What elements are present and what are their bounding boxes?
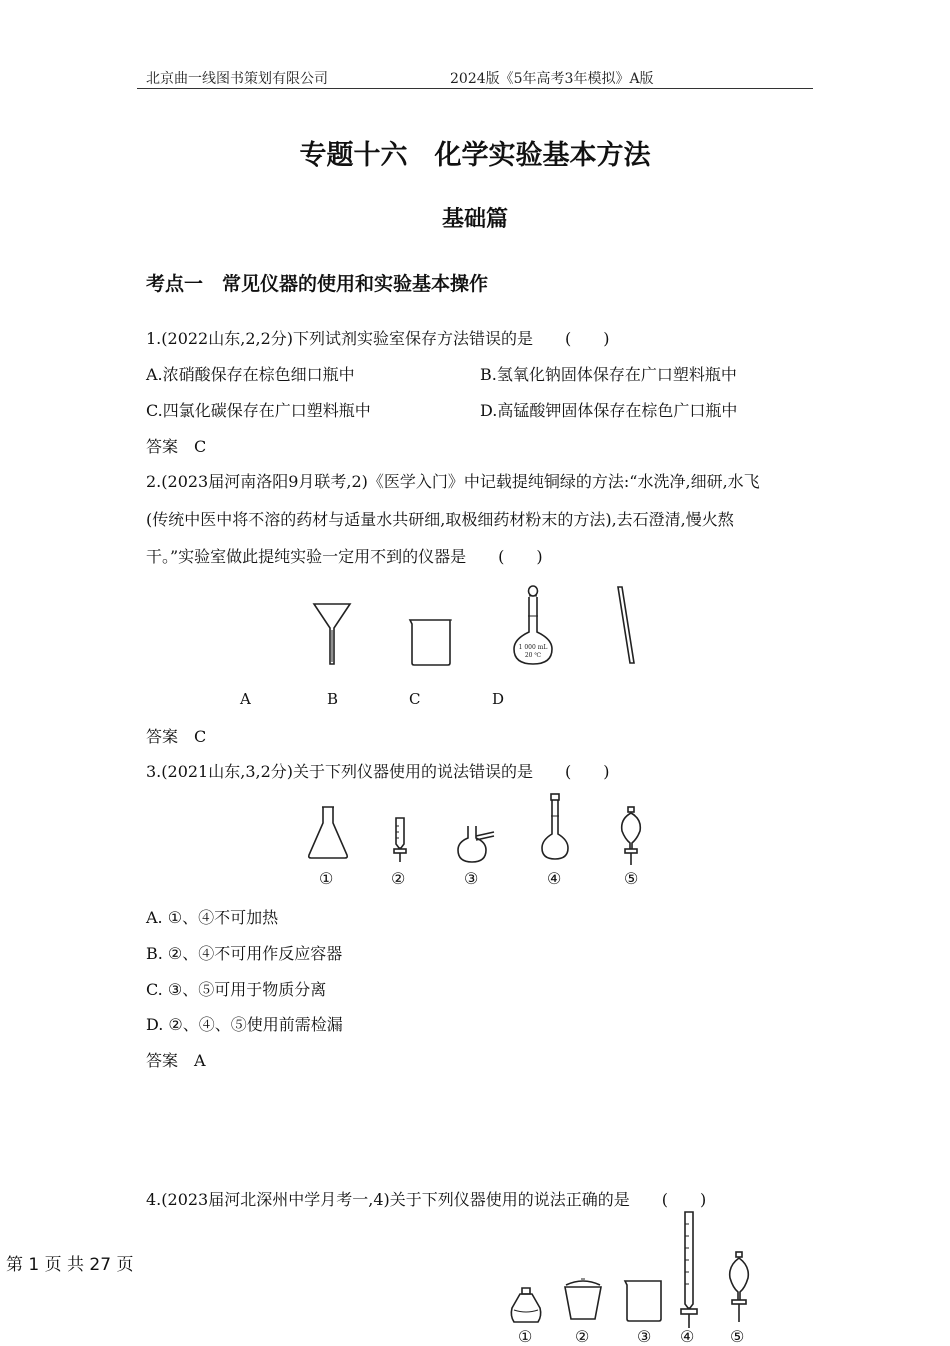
q4-label-5: ⑤: [730, 1327, 745, 1346]
q3-label-1: ①: [319, 869, 334, 888]
q2-label-d: D: [492, 690, 505, 708]
q1-option-c: C.四氯化碳保存在广口塑料瓶中: [146, 401, 371, 420]
header-publisher: 北京曲一线图书策划有限公司: [146, 71, 328, 87]
q4-label-4: ④: [680, 1327, 695, 1346]
q3-answer: 答案 A: [146, 1051, 206, 1070]
q1-answer: 答案 C: [146, 437, 207, 456]
page-title: 专题十六 化学实验基本方法: [299, 140, 651, 171]
q3-option-b: B. ②、④不可用作反应容器: [146, 944, 343, 963]
beaker-icon: [406, 616, 456, 668]
q3-label-4: ④: [547, 869, 562, 888]
q1-stem: 1.(2022山东,2,2分)下列试剂实验室保存方法错误的是 ( ): [146, 329, 610, 348]
q3-option-a: A. ①、④不可加热: [146, 908, 279, 927]
q1-option-d: D.高锰酸钾固体保存在棕色广口瓶中: [480, 401, 738, 420]
alcohol-lamp-icon: [508, 1286, 544, 1326]
volumetric-flask-small-icon: [538, 792, 572, 862]
header-book-title: 2024版《5年高考3年模拟》A版: [450, 71, 654, 87]
burette-icon: [390, 816, 410, 864]
q1-option-a: A.浓硝酸保存在棕色细口瓶中: [146, 365, 355, 384]
volumetric-flask-icon: [510, 585, 556, 667]
q3-label-5: ⑤: [624, 869, 639, 888]
header-rule: [137, 88, 813, 89]
funnel-icon: [312, 602, 352, 668]
separatory-funnel-small-icon: [726, 1250, 752, 1326]
q1-option-b: B.氢氧化钠固体保存在广口塑料瓶中: [480, 365, 737, 384]
q4-label-1: ①: [518, 1327, 533, 1346]
q2-answer: 答案 C: [146, 727, 207, 746]
q3-option-d: D. ②、④、⑤使用前需检漏: [146, 1015, 343, 1034]
q4-label-3: ③: [637, 1327, 652, 1346]
q2-label-a: A: [240, 690, 251, 708]
q2-label-c: C: [409, 690, 421, 708]
q3-label-2: ②: [391, 869, 406, 888]
q3-label-3: ③: [464, 869, 479, 888]
q2-line-2: (传统中医中将不溶的药材与适量水共研细,取极细药材粉末的方法),去石澄清,慢火熬: [146, 510, 734, 529]
distilling-flask-icon: [454, 824, 500, 864]
q4-stem: 4.(2023届河北深州中学月考一,4)关于下列仪器使用的说法正确的是 ( ): [146, 1190, 707, 1209]
separatory-funnel-icon: [618, 805, 644, 869]
q4-label-2: ②: [575, 1327, 590, 1346]
q2-line-1: 2.(2023届河南洛阳9月联考,2)《医学入门》中记载提纯铜绿的方法:“水洗净,细研,水飞: [146, 472, 760, 491]
q3-option-c: C. ③、⑤可用于物质分离: [146, 980, 327, 999]
q3-stem: 3.(2021山东,3,2分)关于下列仪器使用的说法错误的是 ( ): [146, 762, 610, 781]
crucible-icon: [562, 1277, 604, 1323]
page-indicator: 第 1 页 共 27 页: [6, 1255, 134, 1275]
page-subtitle: 基础篇: [441, 207, 508, 232]
acid-burette-icon: [678, 1210, 700, 1330]
beaker-small-icon: [622, 1278, 666, 1324]
q2-line-3: 干。”实验室做此提纯实验一定用不到的仪器是 ( ): [146, 547, 543, 566]
flask-temperature-label: 20 ℃: [524, 652, 542, 659]
section-heading: 考点一 常见仪器的使用和实验基本操作: [146, 273, 489, 295]
conical-flask-icon: [306, 805, 350, 861]
q2-label-b: B: [327, 690, 339, 708]
glass-rod-icon: [612, 585, 638, 667]
flask-capacity-label: 1 000 mL: [518, 644, 548, 651]
